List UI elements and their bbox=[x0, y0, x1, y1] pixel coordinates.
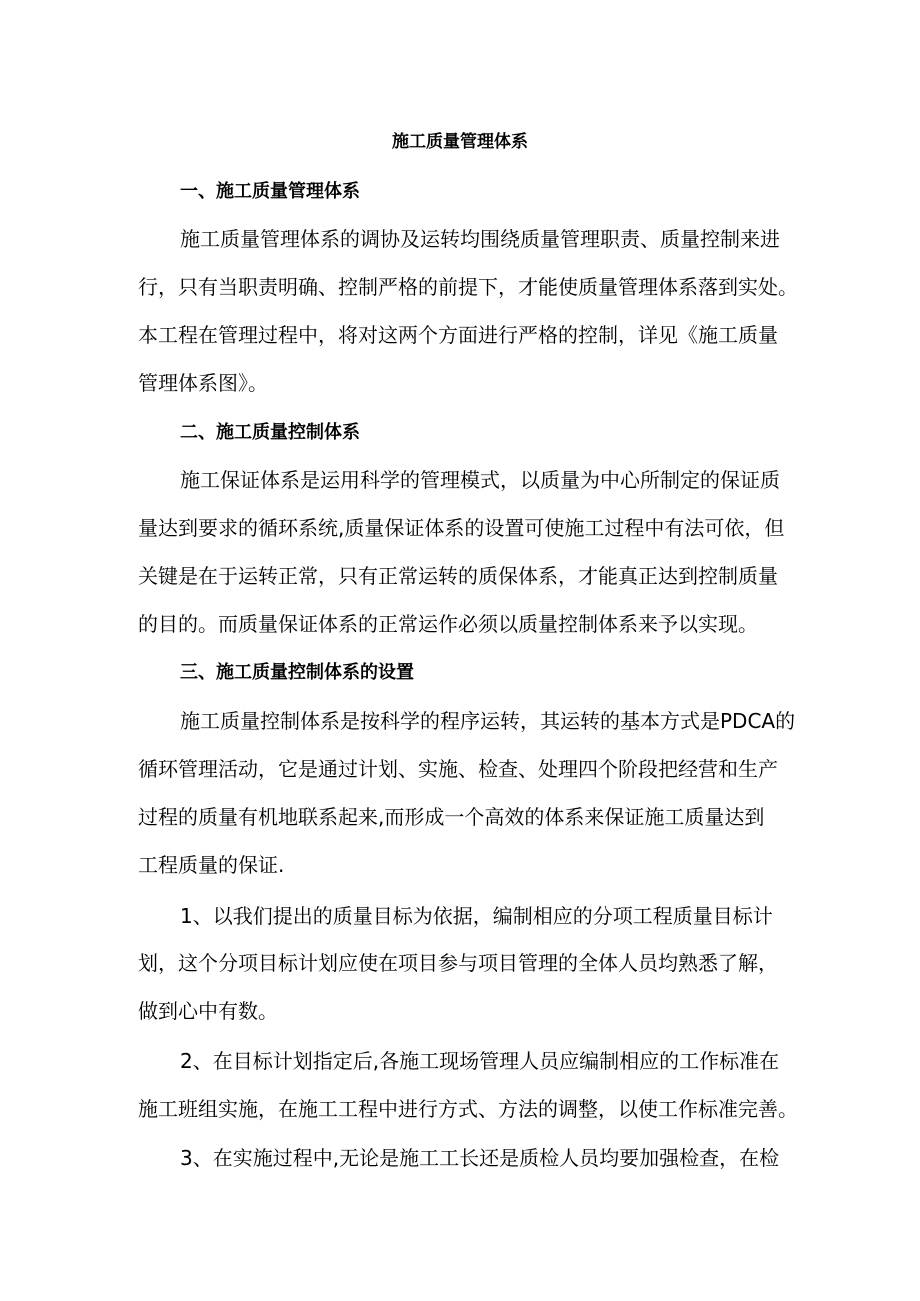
section-2-heading: 二、施工质量控制体系 bbox=[180, 422, 360, 443]
item-2-line-2: 施工班组实施，在施工工程中进行方式、方法的调整，以使工作标准完善。 bbox=[138, 1097, 798, 1121]
section-1-heading: 一、施工质量管理体系 bbox=[180, 181, 360, 202]
section-3-line-2: 循环管理活动，它是通过计划、实施、检查、处理四个阶段把经营和生产 bbox=[138, 757, 778, 781]
item-1-line-2: 划，这个分项目标计划应使在项目参与项目管理的全体人员均熟悉了解， bbox=[138, 951, 778, 975]
section-3-line-1: 施工质量控制体系是按科学的程序运转，其运转的基本方式是PDCA的 bbox=[180, 709, 796, 733]
section-3-heading: 三、施工质量控制体系的设置 bbox=[180, 662, 414, 683]
item-2-line-1: 2、在目标计划指定后,各施工现场管理人员应编制相应的工作标准在 bbox=[180, 1049, 780, 1073]
section-2-line-4: 的目的。而质量保证体系的正常运作必须以质量控制体系来予以实现。 bbox=[138, 612, 758, 636]
section-2-line-1: 施工保证体系是运用科学的管理模式，以质量为中心所制定的保证质 bbox=[180, 468, 780, 492]
section-3-line-3: 过程的质量有机地联系起来,而形成一个高效的体系来保证施工质量达到 bbox=[138, 805, 765, 829]
item-1-line-3: 做到心中有数。 bbox=[138, 999, 278, 1023]
document-title: 施工质量管理体系 bbox=[392, 132, 528, 152]
item-1-line-1: 1、以我们提出的质量目标为依据，编制相应的分项工程质量目标计 bbox=[180, 904, 773, 928]
item-3-line-1: 3、在实施过程中,无论是施工工长还是质检人员均要加强检查，在检 bbox=[180, 1146, 780, 1170]
section-2-line-2: 量达到要求的循环系统,质量保证体系的设置可使施工过程中有法可依，但 bbox=[138, 516, 785, 540]
section-3-line-4: 工程质量的保证. bbox=[138, 853, 285, 877]
section-2-line-3: 关键是在于运转正常，只有正常运转的质保体系，才能真正达到控制质量 bbox=[138, 564, 778, 588]
section-1-line-3: 本工程在管理过程中，将对这两个方面进行严格的控制，详见《施工质量 bbox=[138, 323, 778, 347]
section-1-line-2: 行，只有当职责明确、控制严格的前提下，才能使质量管理体系落到实处。 bbox=[138, 275, 798, 299]
section-1-line-4: 管理体系图》。 bbox=[138, 371, 268, 395]
section-1-line-1: 施工质量管理体系的调协及运转均围绕质量管理职责、质量控制来进 bbox=[180, 227, 780, 251]
